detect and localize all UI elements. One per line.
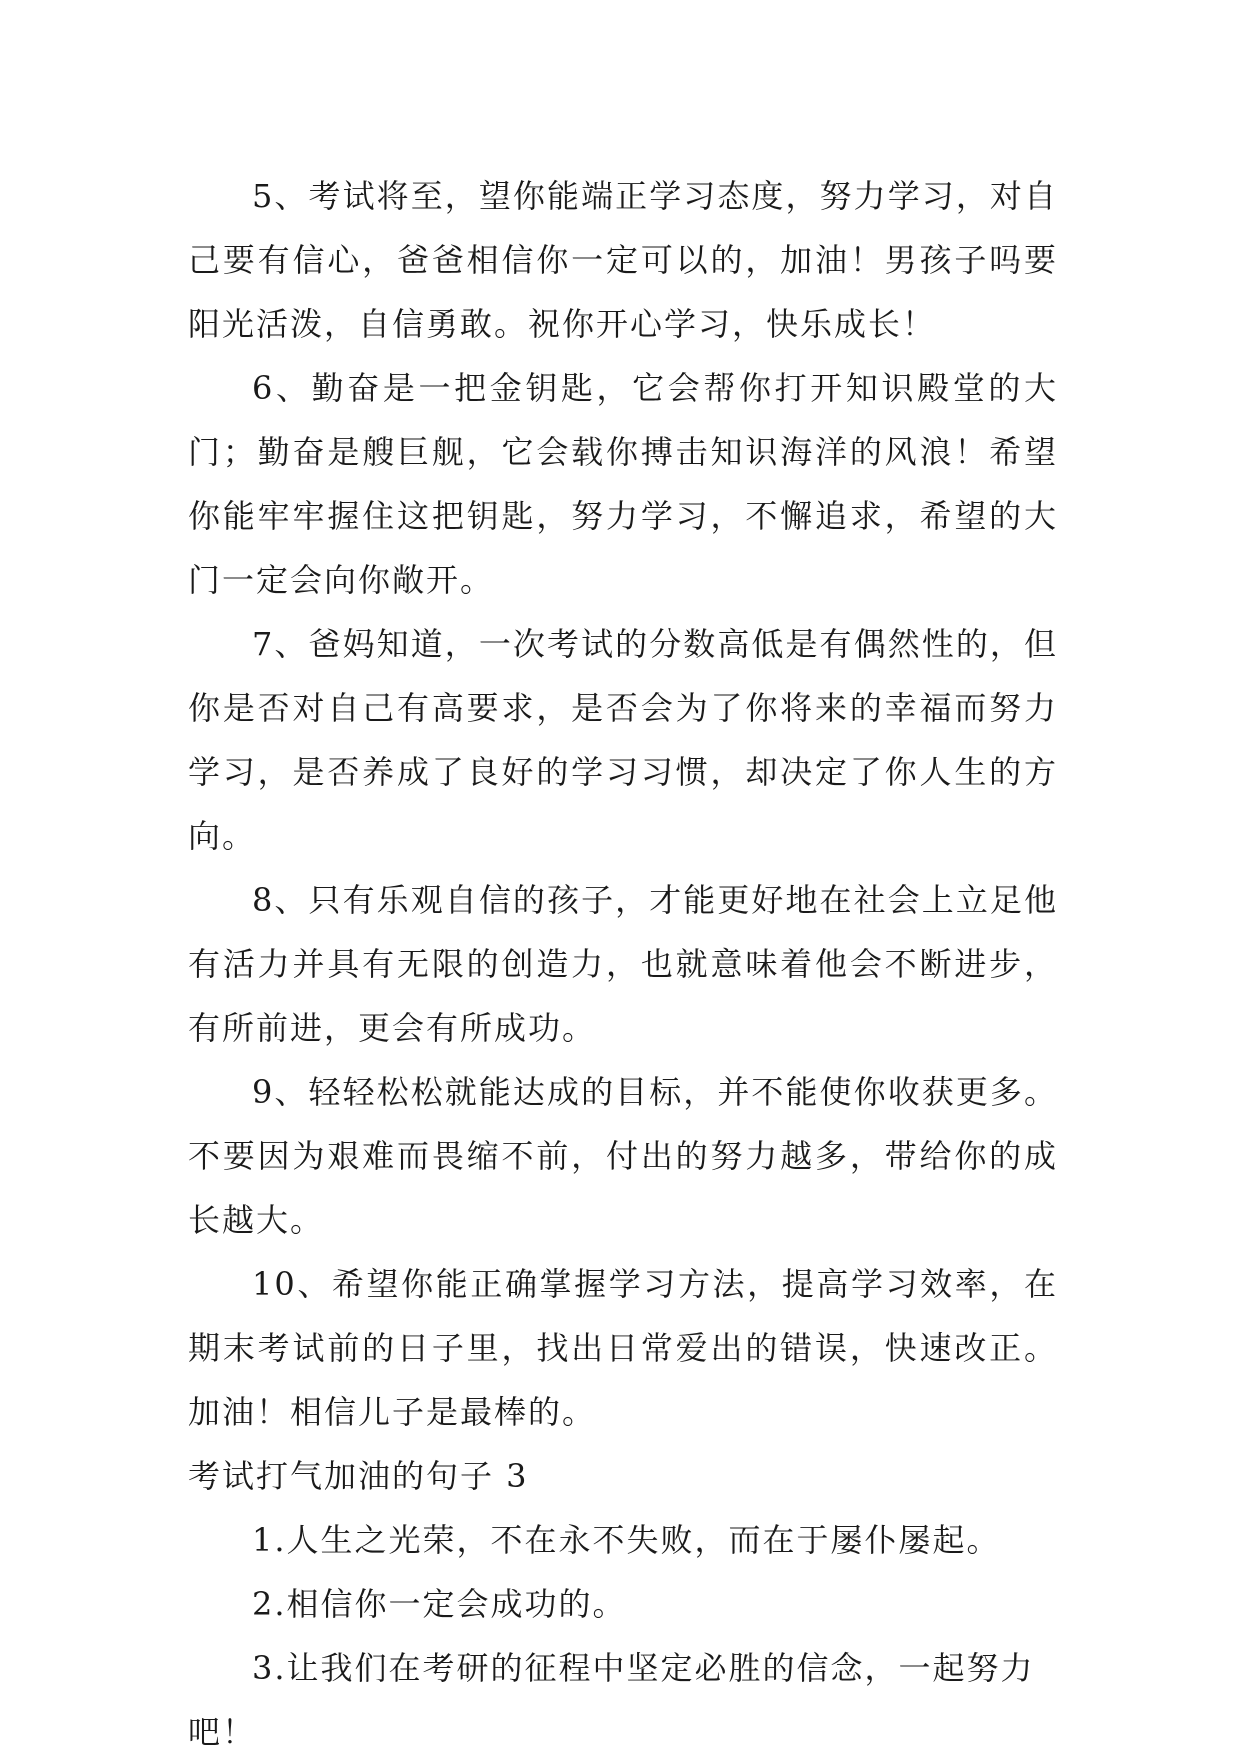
section-heading: 考试打气加油的句子 3	[188, 1457, 529, 1495]
list-item-3: 3.让我们在考研的征程中坚定必胜的信念，一起努力吧！	[188, 1649, 1035, 1751]
paragraph-7: 7、爸妈知道，一次考试的分数高低是有偶然性的，但你是否对自己有高要求，是否会为了你将来的幸福而努力学习，是否养成了良好的学习习惯，却决定了你人生的方向。	[188, 625, 1058, 855]
paragraph-10: 10、希望你能正确掌握学习方法，提高学习效率，在期末考试前的日子里，找出日常爱出的错误，快速改正。加油！相信儿子是最棒的。	[188, 1265, 1058, 1431]
document-body	[188, 164, 1058, 1764]
list-item-2: 2.相信你一定会成功的。	[252, 1585, 627, 1623]
paragraph-6: 6、勤奋是一把金钥匙，它会帮你打开知识殿堂的大门；勤奋是艘巨舰，它会载你搏击知识海洋的风浪！希望你能牢牢握住这把钥匙，努力学习，不懈追求，希望的大门一定会向你敞开。	[188, 369, 1058, 599]
paragraph-5: 5、考试将至，望你能端正学习态度，努力学习，对自己要有信心，爸爸相信你一定可以的，加油！男孩子吗要阳光活泼，自信勇敢。祝你开心学习，快乐成长！	[188, 177, 1058, 343]
paragraph-8: 8、只有乐观自信的孩子，才能更好地在社会上立足他有活力并具有无限的创造力，也就意味着他会不断进步，有所前进，更会有所成功。	[188, 881, 1058, 1047]
list-item-1: 1.人生之光荣，不在永不失败，而在于屡仆屡起。	[252, 1521, 1001, 1559]
paragraph-9: 9、轻轻松松就能达成的目标，并不能使你收获更多。不要因为艰难而畏缩不前，付出的努力越多，带给你的成长越大。	[188, 1073, 1058, 1239]
